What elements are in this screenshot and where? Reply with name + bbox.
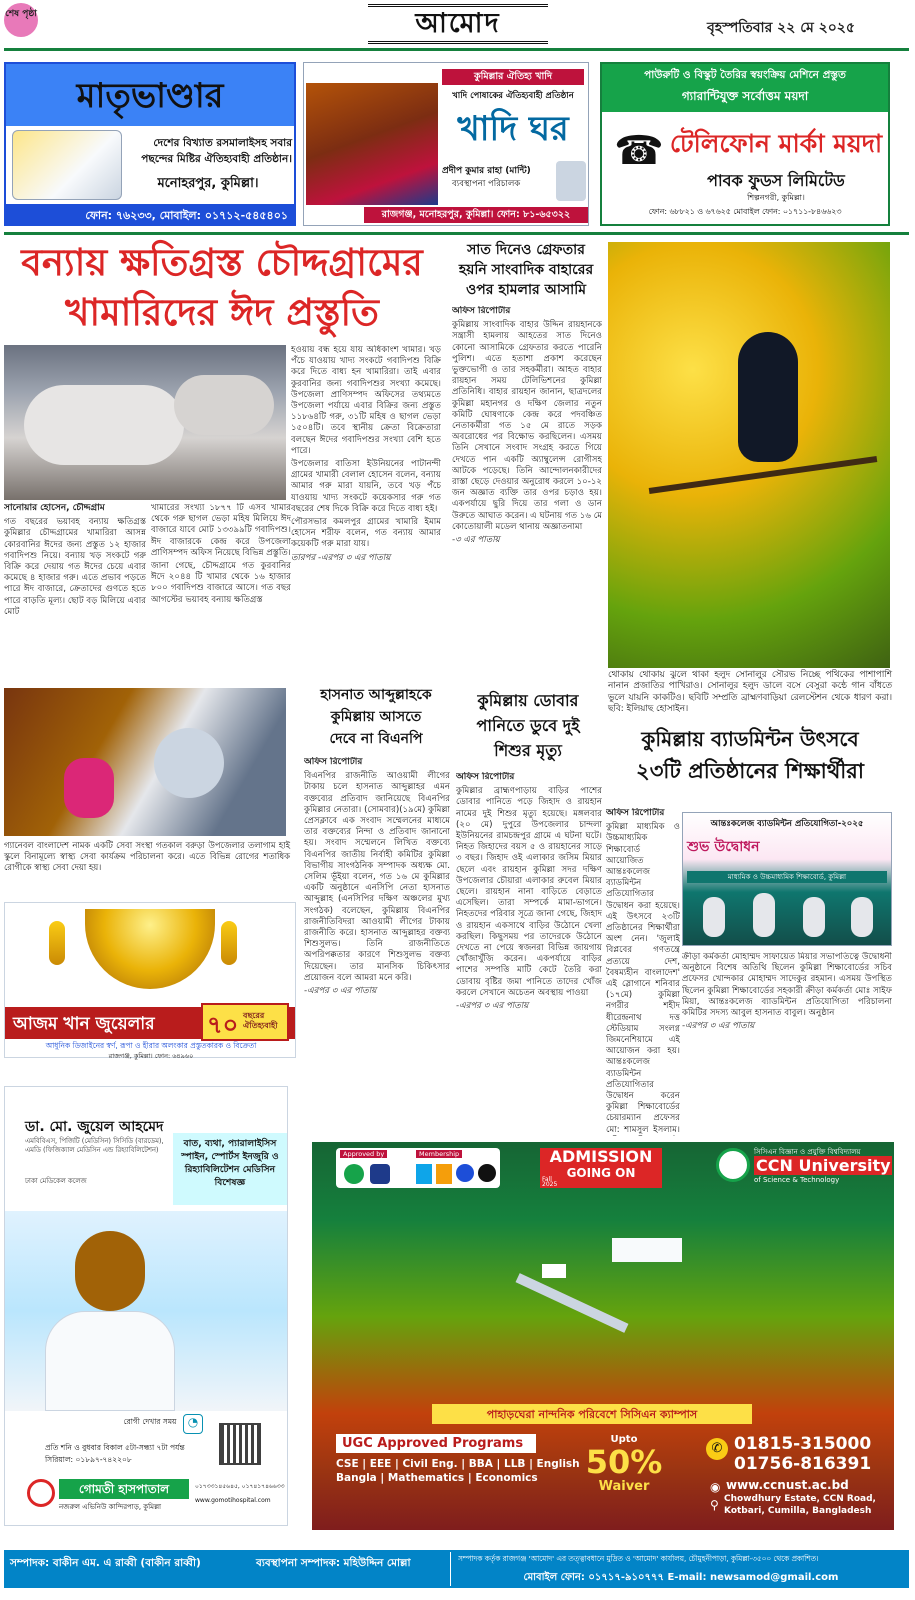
lead-col-2 — [151, 503, 291, 673]
ccn-logo-icon — [716, 1148, 750, 1182]
footer-publisher: সম্পাদক কর্তৃক রাজগঞ্জ 'আমোদ' এর তত্ত্বাবধানে মুদ্রিত ও 'আমোদ' কার্যালয়, চৌমুহনীপাড়া, কুমিল্লা-৩৫০০ থেকে প্রকাশিত। — [458, 1554, 819, 1563]
jeweller-tagline: আধুনিক ডিজাইনের স্বর্ণ, রূপা ও হীরার অলংকার প্রস্তুতকারক ও বিক্রেতা — [45, 1041, 257, 1050]
masthead — [0, 0, 915, 50]
attack-continued: -৩ এর পাতায় — [452, 535, 500, 546]
years-number: ৭০ — [207, 1011, 239, 1039]
cattle-photo — [4, 345, 286, 500]
lead-byline: সানোয়ার হোসেন, চৌদ্দগ্রাম — [4, 503, 105, 513]
hasnat-headline-1: হাসনাত আব্দুল্লাহকে — [320, 687, 432, 703]
footer-editor: সম্পাদক: বাকীন এম. এ রাব্বী (বাকীন রাব্বী) — [10, 1557, 201, 1569]
badminton-byline: অফিস রিপোর্টার — [606, 808, 665, 818]
approved-label: Approved by — [340, 1150, 387, 1158]
lead-text-3: উপজেলার বাতিসা ইউনিয়নের পাটানন্দী গ্রামের খামারী বেলাল হোসেন বলেন, বন্যায় আমার গরু মারা যায়নি, তবে খড় পঁচে যাওয়ায় খাদ্য সংকটে কয়েকসার গরু গত বছরের শেষ দিকে বিক্রি করে দিতে বাধ্য হই। — [291, 459, 441, 514]
location-icon: ⚲ — [710, 1498, 719, 1512]
badminton-col-1 — [606, 808, 680, 1136]
ad-tag: কুমিল্লার ঐতিহ্য খাদি — [442, 69, 584, 85]
ad-address: রাজগঞ্জ, মনোহরপুর, কুমিল্লা। ফোন: ৮১-৬৫৩২২ — [364, 207, 588, 223]
hasnat-headline-3: দেবে না বিএনপি — [329, 731, 423, 747]
hospital-name: গোমতী হাসপাতাল — [59, 1479, 189, 1499]
drown-headline-1: কুমিল্লায় ডোবার — [477, 691, 579, 710]
drown-text: কুমিল্লার ব্রাহ্মণপাড়ায় বাড়ির পাশের ডোবার পানিতে পড়ে জিহাদ ও রায়হান নামের দুই শিশুর মৃত্যু হয়েছে। মঙ্গলবার (২০ মে) দুপুরে উপজেলার চান্দলা ইউনিয়নের রামচন্দ্রপুর গ্রামে এ ঘটনা ঘটে। নিহত জিহাদের বয়স ৫ ও রায়হানের সাড়ে ৩ বছর। জিহাদ ওই এলাকার জসিম মিয়ার ছেলে এবং রায়হান কুমিল্লা সদর দক্ষিণ উপজেলার চৌয়ারা এলাকার রুবেল মিয়ার ছেলে। রায়হান নানা বাড়িতে বেড়াতে এসেছিল। তারা সম্পর্কে মামা-ভাগনে। নিহতদের পরিবার সূত্রে জানা গেছে, জিহাদ ও রায়হান একসাথে বাড়ির উঠোনে খেলা করছিল। কিছুসময় পর তাদেরকে উঠোনে দেখতে না পেয়ে স্বজনরা বিভিন্ন জায়গায় খোঁজাখুঁজি করেন। একপর্যায়ে বাড়ির পাশের সম্পত্তি মাটি কেটে তৈরি করা ডোবায় বৃষ্টির জমা পানিতে তাদের খোঁজ করলে সেখানে অচেতন অবস্থায় পাওয়া — [456, 786, 602, 998]
banner-title: আন্তঃকলেজ ব্যাডমিন্টন প্রতিযোগিতা-২০২৫ — [710, 819, 864, 829]
doctor-photo — [5, 1211, 287, 1411]
badminton-continued: -এরপর ৩ এর পাতায় — [682, 1021, 755, 1032]
programs-line1: CSE | EEE | Civil Eng. | BBA | LLB | English — [336, 1458, 580, 1470]
attack-byline: অফিস রিপোর্টার — [452, 306, 511, 316]
hasnat-byline: অফিস রিপোর্টার — [304, 757, 363, 767]
drown-headline — [454, 688, 602, 768]
ad-phone: ফোন: ৭৬২৩৩, মোবাইল: ০১৭১২-৫৪৫৪০১ — [6, 204, 294, 224]
hospital-address: নজরুল এভিনিউ কান্দিরপাড়, কুমিল্লা — [59, 1503, 162, 1511]
hasnat-continued: -এরপর ৩ এর পাতায় — [304, 986, 377, 997]
badminton-col-2 — [682, 952, 892, 1132]
shop-photo — [306, 83, 438, 205]
ad-line1: পাউরুটি ও বিস্কুট তৈরির স্বয়ংক্রিয় মেশিনে প্রস্তুত — [644, 69, 846, 81]
hospital-logo-icon — [27, 1479, 55, 1507]
lead-col-3 — [291, 345, 441, 675]
hasnat-headline-2: কুমিল্লায় আসতে — [330, 709, 422, 725]
years-badge — [201, 1003, 289, 1041]
admission-badge — [540, 1148, 662, 1188]
masthead-rule — [4, 48, 909, 51]
lead-text-1: গত বছরের ভয়াবহ বন্যায় ক্ষতিগ্রস্ত কুমিল্লার চৌদ্দগ্রামের খামারিরা আসন্ন কোরবানির ঈদের জন্য প্রস্তুত ১২ হাজার গবাদিপশু নিয়ে। বন্যায় খড় সংকটে গরু বিক্রি করে দেয়ায় গত ঈদের চেয়ে এবার কমেছে ৪ হাজার গরু। এতে প্রভাব পড়তে পারে ঈদ বাজারে, ক্রেতাদের গুণতে হতে পারে বাড়তি মূল্য। ছোট বড় মিলিয়ে এবার মোট — [4, 517, 146, 617]
globe-icon: ◉ — [710, 1480, 721, 1494]
lead-text-2: হওয়ায় বন্ধ হয়ে যায় অধিকাংশ খামার। খড় পঁচে যাওয়ায় খাদ্য সংকটে গবাদিপশু বিক্রি করে দিতে বাধ্য হন খামারিরা। তাই এবার কুরবানির জন্য গবাদিপশুর সংখ্যা কমেছে। উপজেলা প্রাণিসম্পদ অফিসের তথ্যমতে উপজেলা পর্যায়ে এবার বিক্রির জন্য প্রস্তুত ১১৮৬৪টি গরু, ৩১টি মহিষ ও ছাগল ভেড়া ১৫০৪টি। তবে স্থানীয় ক্রেতা বিক্রেতারা বলছেন ঈদের গবাদিপশুর সংখ্যা বেশি হতে পারে। — [291, 345, 441, 456]
doctor-dept: ঢাকা মেডিকেল কলেজ — [25, 1177, 87, 1185]
admission-line1: ADMISSION — [549, 1147, 653, 1166]
ad-moyda — [600, 62, 890, 226]
badminton-text-2: ক্রীড়া কর্মকর্তা মোহাম্মদ সাফায়েত মিয়ার সভাপতিত্বে উদ্বোধনী অনুষ্ঠানে বিশেষ অতিথি ছিলেন কুমিল্লা শিক্ষাবোর্ডের সচিব প্রফেসর খোন্দকার মোহাম্মদ সাদেকুর রহমান। এসময় উপস্থিত ছিলেন কুমিল্লা শিক্ষাবোর্ডের সহকারী ক্রীড়া কর্মকর্তা মোঃ সাইফ মিয়া, আন্তঃকলেজ ব্যাডমিন্টন প্রতিযোগিতা পরিচালনা কমিটির সদস্য আবুল হাসনাত বাবুল। অনুষ্ঠান — [682, 952, 892, 1019]
ad-title: মাতৃভাণ্ডার — [76, 76, 224, 116]
ad-title: টেলিফোন মার্কা ময়দা — [669, 129, 883, 158]
lead-headline-2: খামারিদের ঈদ প্রস্তুতি — [65, 291, 379, 334]
banner-sub: শুভ উদ্বোধন — [687, 839, 760, 855]
waiver-percent: 50% — [585, 1443, 663, 1481]
website: www.ccnust.ac.bd — [726, 1478, 849, 1492]
ad-place: শিল্পনগরী, কুমিল্লা। — [747, 193, 805, 202]
qr-code-image — [219, 1423, 261, 1465]
badminton-headline-1: কুমিল্লায় ব্যাডমিন্টন উৎসবে — [641, 727, 859, 751]
drown-continued: -এরপর ৩ এর পাতায় — [456, 1001, 529, 1012]
earring-left-image — [49, 921, 65, 965]
page-badge: শেষ পৃষ্ঠা — [4, 3, 38, 37]
drown-headline-2: পানিতে ডুবে দুই — [476, 716, 580, 735]
hospital-site: www.gomotihospital.com — [195, 1497, 271, 1504]
lead-col-1 — [4, 503, 146, 673]
ad-title: খাদি ঘর — [457, 109, 569, 149]
doctor-speciality: বাত, ব্যথা, প্যারালাইসিস স্পাইন, স্পোর্টস ইনজুরি ও রিহ্যাবিলিটেশন মেডিসিন বিশেষজ্ঞ — [173, 1133, 287, 1205]
admission-fall: Fall — [542, 1176, 552, 1183]
admission-line2: GOING ON — [566, 1166, 636, 1180]
doctor-schedule: প্রতি শনি ও বুধবার বিকাল ৫টা-সন্ধ্যা ৭টা পর্যন্ত — [45, 1443, 185, 1452]
ad-jewellers — [4, 902, 296, 1058]
ads-rule — [4, 232, 909, 235]
attack-headline: সাত দিনেও গ্রেফতার হয়নি সাংবাদিক বাহারের ওপর হামলার আসামি — [458, 242, 594, 298]
ad-ccn-university — [312, 1142, 894, 1530]
ugc-label: UGC Approved Programs — [336, 1434, 536, 1453]
ad-address: মনোহরপুর, কুমিল্লা। — [157, 176, 259, 191]
company-name: পাবক ফুডস লিমিটেড — [707, 171, 845, 190]
ad-sub: খাদি পোষাকের ঐতিহ্যবাহী প্রতিষ্ঠান — [452, 91, 574, 101]
owner-photo — [556, 161, 586, 201]
programs-line2: Bangla | Mathematics | Economics — [336, 1472, 538, 1484]
hasnat-body — [304, 757, 450, 1137]
programs-box — [336, 1434, 580, 1524]
campus-aerial-photo — [312, 1198, 894, 1408]
uni-en: CCN University — [756, 1156, 891, 1175]
waiver-box — [574, 1434, 674, 1524]
drown-headline-3: শিশুর মৃত্যু — [494, 741, 562, 760]
uni-bn: সিসিএন বিজ্ঞান ও প্রযুক্তি বিশ্ববিদ্যালয় — [754, 1148, 861, 1156]
banner-org: মাধ্যমিক ও উচ্চমাধ্যমিক শিক্ষাবোর্ড, কুমিল্লা — [687, 871, 887, 883]
doctor-quals: এমবিবিএস, পিজিটি (মেডিসিন) সিসিডি (বারডেম), এমডি (ফিজিক্যাল মেডিসিন এন্ড রিহ্যাবিলিটেশন) — [25, 1137, 164, 1154]
uni-sub: of Science & Technology — [754, 1176, 840, 1184]
ad-line2: গ্যারান্টিযুক্ত সর্বোত্তম ময়দা — [681, 89, 809, 103]
phone-icon: ✆ — [706, 1438, 728, 1460]
footer-divider — [450, 1552, 451, 1586]
admission-year: 2025 — [542, 1181, 558, 1188]
crow-photo-caption — [608, 670, 892, 716]
footer-bar — [4, 1550, 909, 1588]
phone-1: 01815-315000 — [734, 1434, 872, 1454]
address-1: Chowdhury Estate, CCN Road, — [724, 1494, 876, 1504]
jeweller-name: আজম খান জুয়েলার — [13, 1014, 155, 1034]
time-label: রোগী দেখার সময় — [123, 1417, 177, 1426]
earring-right-image — [221, 921, 237, 965]
clock-icon: ◔ — [183, 1414, 203, 1434]
ad-doctor — [4, 1086, 288, 1526]
necklace-image — [85, 909, 215, 989]
crow-on-sonalu-photo — [608, 242, 890, 668]
drown-body — [456, 772, 602, 1136]
badminton-text-1: কুমিল্লা মাধ্যমিক ও উচ্চমাধ্যমিক শিক্ষাবোর্ড আয়োজিত আন্তঃকলেজ ব্যাডমিন্টন প্রতিযোগিতার উদ্বোধন করা হয়েছে। এই উৎসবে ২৩টি প্রতিষ্ঠানের শিক্ষার্থীরা অংশ নেন। 'জুলাই বিপ্লবের গণতন্ত্রে প্রত্যয়ে দেশ, বৈষম্যহীন বাংলাদেশ' এই স্লোগানে শনিবার (১৭মে) কুমিল্লা নগরীর শহীদ ধীরেন্দ্রনাথ দত্ত স্টেডিয়াম সংলগ্ন জিমনেশিয়ামে এই আয়োজন করা হয়। আন্তঃকলেজ ব্যাডমিন্টন প্রতিযোগিতার উদ্বোধন করেন কুমিল্লা শিক্ষাবোর্ডের চেয়ারম্যান প্রফেসর মো: শামসুল ইসলাম। — [606, 822, 680, 1135]
phone-2: 01756-816391 — [734, 1454, 872, 1474]
approved-box — [336, 1148, 500, 1188]
attack-body — [452, 306, 602, 682]
hasnat-text: বিএনপির রাজনীতি আওয়ামী লীগের টাকায় চলে হাসনাত আব্দুল্লাহর এমন বক্তব্যের প্রতিবাদ জানিয়েছে বিএনপির কুমিল্লার নেতারা। (সোমবার)(১৯মে) কুমিল্লা প্রেসক্লাবে এক সংবাদ সম্মেলনের মাধ্যমে তার বক্তব্যের নিন্দা ও প্রতিবাদ জানানো হয়। সংবাদ সম্মেলনে লিখিত বক্তব্যে বিএনপির জাতীয় নির্বাহী কমিটির কুমিল্লা বিভাগীয় সাংগঠনিক সম্পাদক অধ্যক্ষ মো. সেলিম ভূঁইয়া বলেন, গত ১৬ মে কুমিল্লার একটি অনুষ্ঠানে এনসিপি নেতা হাসনাত আব্দুল্লাহ (এনসিপির দক্ষিণ অঞ্চলের মুখ্য সংগঠক) বলেছেন, কুমিল্লায় বিএনপির রাজনীতিবিদরা আওয়ামী লীগের টাকায় রাজনীতি করে। হাসনাত আব্দুল্লাহর বক্তব্য শিশুসুলভ। তিনি রাজনীতিতে অপরিপক্কতার কারণে শিশুসুলভ বক্তব্য দিয়েছেন। তার মানসিক চিকিৎসার প্রয়োজন বলে আমরা মনে করি। — [304, 771, 450, 983]
lead-text-2c: জানা গেছে, চৌদ্দগ্রামে গত কুরবানির ঈদে ২০৪৪ টি খামার থেকে ১৬ হাজার ৮০০ গবাদিপশু বাজারে আসে। গত বছর আগস্টের ভয়াবহ বন্যায় ক্ষতিগ্রস্ত — [151, 561, 291, 605]
owner-name: প্রদীপ কুমার রাহা (মান্টি) — [442, 166, 531, 176]
membership-label: Membership — [416, 1150, 462, 1158]
lead-text-2b: খামারের সংখ্যা ১৮৭৭ টি এসব খামার থেকে গরু ছাগল ভেড়া মহিষ মিলিয়ে ঈদ বাজারে যাবে মোট ১৩৩৯৯টি গবাদিপশু। ঈদ বাজারকে কেন্দ্র করে উপজেলা প্রাণিসম্পদ অফিস নিয়েছে বিভিন্ন প্রস্তুতি। — [151, 503, 291, 558]
doctor-serial: সিরিয়াল: ০১৮৯৭-৭৪২২০৮ — [45, 1455, 132, 1464]
hasnat-headline — [302, 684, 450, 754]
badminton-event-photo — [682, 812, 892, 946]
health-camp-photo — [4, 688, 286, 836]
campus-banner: পাহাড়ঘেরা নান্দনিক পরিবেশে সিসিএন ক্যাম্পাস — [432, 1404, 752, 1424]
health-camp-caption: গ্যানেবল বাংলাদেশ নামক একটি সেবা সংস্থা গতকাল বরুড়া উপজেলার তলাগাম হাই স্কুলে বিনামূল্যে স্বাস্থ্য সেবা কার্যক্রম পরিচালনা করে। এতে বিভিন্ন রোগের শতাধিক রোগীকে স্বাস্থ্য সেবা দেয়া হয়। — [4, 840, 290, 872]
newspaper-logo: আমোদ — [368, 4, 548, 44]
years-text: বছরের ঐতিহ্যবাহী — [243, 1011, 278, 1030]
ad-line1: দেশের বিখ্যাত রসমালাইসহ সবার — [153, 137, 292, 149]
address-2: Kotbari, Cumilla, Bangladesh — [724, 1506, 872, 1516]
owner-role: ব্যবস্থাপনা পরিচালক — [452, 179, 521, 189]
waiver-upto: Upto — [610, 1434, 638, 1445]
doctor-name: ডা. মো. জুয়েল আহমেদ — [25, 1119, 164, 1135]
footer-manager: ব্যবস্থাপনা সম্পাদক: মহিউদ্দিন মোল্লা — [256, 1557, 411, 1569]
sweet-box-image — [12, 130, 122, 200]
ad-phone: ফোন: ৬৮৮২১ ও ৬৭৬২৫ মোবাইল ফোন: ০১৭১১-৮৪৬৬২৩ — [648, 207, 842, 216]
hospital-phones: ০১৭৩৩১৪৫৬৪৫, ০১৭৪১৭৪৬৬৩৩ — [195, 1483, 285, 1490]
drown-byline: অফিস রিপোর্টার — [456, 772, 515, 782]
attack-text: কুমিল্লায় সাংবাদিক বাহার উদ্দিন রায়হানকে সন্ত্রাসী হামলায় আহতের সাত দিনেও কোনো আসামিকে গ্রেফতার করতে পারেনি পুলিশ। এতে হতাশা প্রকাশ করেছেন ভুক্তভোগী ও তার সহকর্মীরা। আহত বাহার রায়হান সময় টেলিভিশনের কুমিল্লা প্রতিনিধি। বাহার রায়হান জানান, ছাত্রদলের কুমিল্লা মহানগর ও দক্ষিণ জেলার নতুন কমিটি ঘোষণাকে কেন্দ্র করে পদবঞ্চিত নেতাকর্মীরা গত ১৫ মে রাতে সড়ক অবরোধের পর বিক্ষোভ করছিলেন। এসময় তিনি সেখানে সংবাদ সংগ্রহ করতে গিয়ে দেখতে পান একটি অ্যাম্বুলেন্স রোগীসহ আটকে পড়েছে। তিনি আন্দোলনকারীদের রাস্তা ছেড়ে দেওয়ার অনুরোধ করলে ১০-১২ জন অজ্ঞাত ব্যক্তি তার ওপর চড়াও হয়। একপর্যায়ে ছুরি দিয়ে তার গলা ও ডান উরুতে আঘাত করেন। এ ঘটনায় গত ১৬ মে কোতোয়ালী মডেল থানায় অজ্ঞাতনামা — [452, 320, 602, 532]
waiver-label: Waiver — [598, 1479, 650, 1494]
crow-caption-text: থোকায় থোকায় ঝুলে থাকা হলুদ সোনালু্র সৌরভ নিচ্ছে পথিকের পাশাপাশি নানান প্রজাতির পাখিরাও। সোনালুর হলুদ ডালে বসে বেসুরা কন্ঠে গান বাঁধতে ভুলে যায়নি কাকটিও। ছবিটি সম্প্রতি ব্রাহ্মণবাড়িয়া রেলস্টেশন থেকে ধারণ করা। — [608, 670, 892, 703]
jeweller-address: রাজগঞ্জ, কুমিল্লা। ফোন: ৬৪৯৬০ — [108, 1052, 194, 1060]
ad-matrivandar — [4, 62, 296, 226]
lead-text-3b: পৌরসভার কমলপুর গ্রামের খামারি ইমাম হোসেন শরীফ বলেন, গত বন্যায় আমার কয়েকটি গরু মারা যায়। — [291, 517, 441, 550]
footer-contact: মোবাইল ফোন: ০১৭১৭-৯১০৭৭৭ E-mail: newsamod@gmail.com — [523, 1572, 839, 1583]
issue-date: বৃহস্পতিবার ২২ মে ২০২৫ — [707, 20, 855, 36]
crow-caption-credit: ছবি: ইলিয়াছ হোসাইন। — [608, 703, 689, 714]
ad-khadi — [303, 62, 589, 226]
telephone-icon: ☎ — [614, 128, 664, 174]
lead-headline-1: বন্যায় ক্ষতিগ্রস্ত চৌদ্দগ্রামের — [21, 241, 423, 284]
badminton-headline-2: ২৩টি প্রতিষ্ঠানের শিক্ষার্থীরা — [636, 759, 864, 783]
ad-line2: পছন্দের মিষ্টির ঐতিহ্যবাহী প্রতিষ্ঠান। — [141, 153, 292, 165]
lead-continued: তারপর -এরপর ৩ এর পাতায় — [291, 552, 391, 563]
